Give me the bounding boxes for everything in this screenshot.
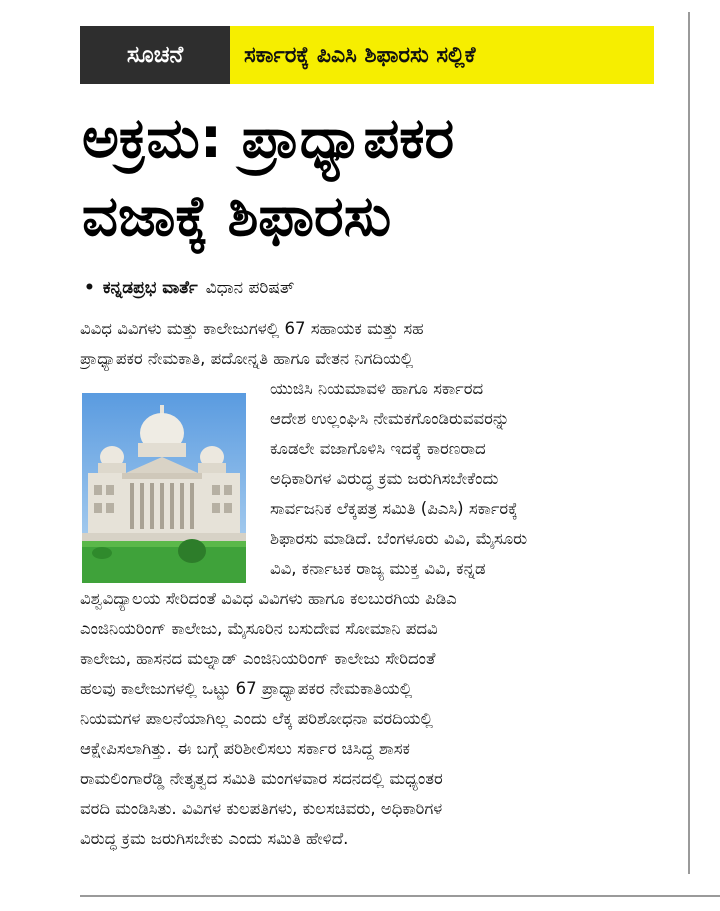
body-line: ವಿರುದ್ಧ ಕ್ರಮ ಜರುಗಿಸಬೇಕು ಎಂದು ಸಮಿತಿ ಹೇಳಿದೆ. [80,829,349,848]
column-rule-bottom [80,895,720,897]
body-line: ನಿಯಮಗಳ ಪಾಲನೆಯಾಗಿಲ್ಲ ಎಂದು ಲೆಕ್ಕ ಪರಿಶೋಧನಾ ವರದಿಯಲ್ಲಿ [80,709,433,728]
kicker-banner [80,26,654,84]
byline-source: ಕನ್ನಡಪ್ರಭ ವಾರ್ತೆ [102,278,198,298]
body-line: ಆದೇಶ ಉಲ್ಲಂಘಿಸಿ ನೇಮಕಗೊಂಡಿರುವವರನ್ನು [270,409,510,428]
body-line: ಆಕ್ಷೇಪಿಸಲಾಗಿತ್ತು. ಈ ಬಗ್ಗೆ ಪರಿಶೀಲಿಸಲು ಸರ್ಕಾರ ಚಿಸಿದ್ದ ಶಾಸಕ [80,739,410,758]
body-line: ಎಂಜಿನಿಯರಿಂಗ್ ಕಾಲೇಜು, ಮೈಸೂರಿನ ಬಸುದೇವ ಸೋಮಾನಿ ಪದವಿ [80,619,438,638]
headline [82,100,682,256]
body-line: ರಾಮಲಿಂಗಾರೆಡ್ಡಿ ನೇತೃತ್ವದ ಸಮಿತಿ ಮಂಗಳವಾರ ಸದನದಲ್ಲಿ ಮಧ್ಯಂತರ [80,769,443,788]
body-line: ಯುಜಿಸಿ ನಿಯಮಾವಳಿ ಹಾಗೂ ಸರ್ಕಾರದ [270,379,484,398]
body-line: ಅಧಿಕಾರಿಗಳ ವಿರುದ್ಧ ಕ್ರಮ ಜರುಗಿಸಬೇಕೆಂದು [270,469,499,488]
body-line: ಕಾಲೇಜು, ಹಾಸನದ ಮಲ್ನಾಡ್ ಎಂಜಿನಿಯರಿಂಗ್ ಕಾಲೇಜು ಸೇರಿದಂತೆ [80,649,436,668]
body-line: ವಿವಿಧ ವಿವಿಗಳು ಮತ್ತು ಕಾಲೇಜುಗಳಲ್ಲಿ 67 ಸಹಾಯಕ ಮತ್ತು ಸಹ [80,319,424,338]
body-line: ಕೂಡಲೇ ವಜಾಗೊಳಿಸಿ ಇದಕ್ಕೆ ಕಾರಣರಾದ [270,439,486,458]
byline-bullet: • [84,278,95,298]
byline-place: ವಿಧಾನ ಪರಿಷತ್ [205,278,295,298]
headline-line-1: ಅಕ್ರಮ: ಪ್ರಾಧ್ಯಾಪಕರ [82,106,455,171]
body-line: ವರದಿ ಮಂಡಿಸಿತು. ವಿವಿಗಳ ಕುಲಪತಿಗಳು, ಕುಲಸಚಿವರು, ಅಧಿಕಾರಿಗಳ [80,799,443,818]
byline [84,278,294,298]
body-line: ಶಿಫಾರಸು ಮಾಡಿದೆ. ಬೆಂಗಳೂರು ವಿವಿ, ಮೈಸೂರು [270,529,528,548]
body-line: ಸಾರ್ವಜನಿಕ ಲೆಕ್ಕಪತ್ರ ಸಮಿತಿ (ಪಿಎಸಿ) ಸರ್ಕಾರಕ್ಕೆ [270,499,518,518]
kicker-label: ಸೂಚನೆ [80,26,230,84]
column-rule-right [688,12,690,874]
body-line: ವಿಶ್ವವಿದ್ಯಾಲಯ ಸೇರಿದಂತೆ ವಿವಿಧ ವಿವಿಗಳು ಹಾಗೂ ಕಲಬುರಗಿಯ ಪಿಡಿಎ [80,589,457,608]
body-line: ವಿವಿ, ಕರ್ನಾಟಕ ರಾಜ್ಯ ಮುಕ್ತ ವಿವಿ, ಕನ್ನಡ [270,559,486,578]
kicker-text: ಸರ್ಕಾರಕ್ಕೆ ಪಿಎಸಿ ಶಿಫಾರಸು ಸಲ್ಲಿಕೆ [230,26,654,84]
body-line: ಪ್ರಾಧ್ಯಾಪಕರ ನೇಮಕಾತಿ, ಪದೋನ್ನತಿ ಹಾಗೂ ವೇತನ ನಿಗದಿಯಲ್ಲಿ [80,349,414,368]
body-wrap-block [270,374,666,584]
headline-line-2: ವಜಾಕ್ಕೆ ಶಿಫಾರಸು [82,184,392,249]
article-body [80,314,666,854]
body-line: ಹಲವು ಕಾಲೇಜುಗಳಲ್ಲಿ ಒಟ್ಟು 67 ಪ್ರಾಧ್ಯಾಪಕರ ನೇಮಕಾತಿಯಲ್ಲಿ [80,679,413,698]
